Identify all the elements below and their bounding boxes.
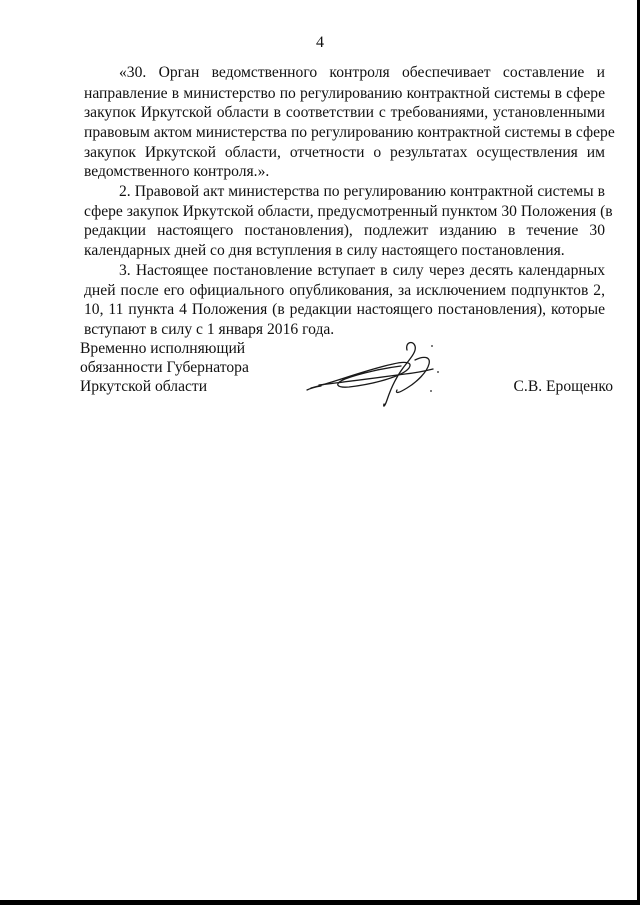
paragraph-2-line-1: 2. Правовой акт министерства по регулированию контрактной системы в <box>119 183 605 200</box>
paragraph-1-line-1: «30. Орган ведомственного контроля обеспечивает составление и <box>119 64 605 81</box>
paragraph-2-line-2: сфере закупок Иркутской области, предусмотренный пунктом 30 Положения (в <box>84 203 613 220</box>
paragraph-3-line-2: дней после его официального опубликования, за исключением подпунктов 2, <box>84 282 605 299</box>
paragraph-3-line-4: вступают в силу с 1 января 2016 года. <box>84 321 335 338</box>
paragraph-3-line-1: 3. Настоящее постановление вступает в силу через десять календарных <box>119 262 605 279</box>
handwritten-signature <box>305 338 440 410</box>
paragraph-1-line-3: закупок Иркутской области в соответствии с требованиями, установленными <box>84 104 605 121</box>
scan-border-bottom <box>0 900 640 905</box>
paragraph-2-line-3: редакции настоящего постановления), подлежит изданию в течение 30 <box>84 222 605 239</box>
paragraph-1-line-6: ведомственного контроля.». <box>84 163 270 180</box>
signatory-position-line-3: Иркутской области <box>80 378 208 395</box>
paragraph-1-line-4: правовым актом министерства по регулированию контрактной системы в сфере <box>84 124 615 141</box>
paragraph-3-line-3: 10, 11 пункта 4 Положения (в редакции настоящего постановления), которые <box>84 301 605 318</box>
scan-speck <box>430 390 432 392</box>
paragraph-1-line-5: закупок Иркутской области, отчетности о результатах осуществления им <box>84 144 605 161</box>
paragraph-1-line-2: направление в министерство по регулированию контрактной системы в сфере <box>84 85 605 102</box>
signatory-position-line-1: Временно исполняющий <box>80 340 246 357</box>
page-number: 4 <box>316 34 324 51</box>
scan-speck <box>437 371 439 373</box>
paragraph-2-line-4: календарных дней со дня вступления в силу настоящего постановления. <box>84 242 565 259</box>
signatory-name: С.В. Ерощенко <box>513 378 613 395</box>
scan-speck <box>431 345 433 347</box>
signatory-position-line-2: обязанности Губернатора <box>80 359 249 376</box>
